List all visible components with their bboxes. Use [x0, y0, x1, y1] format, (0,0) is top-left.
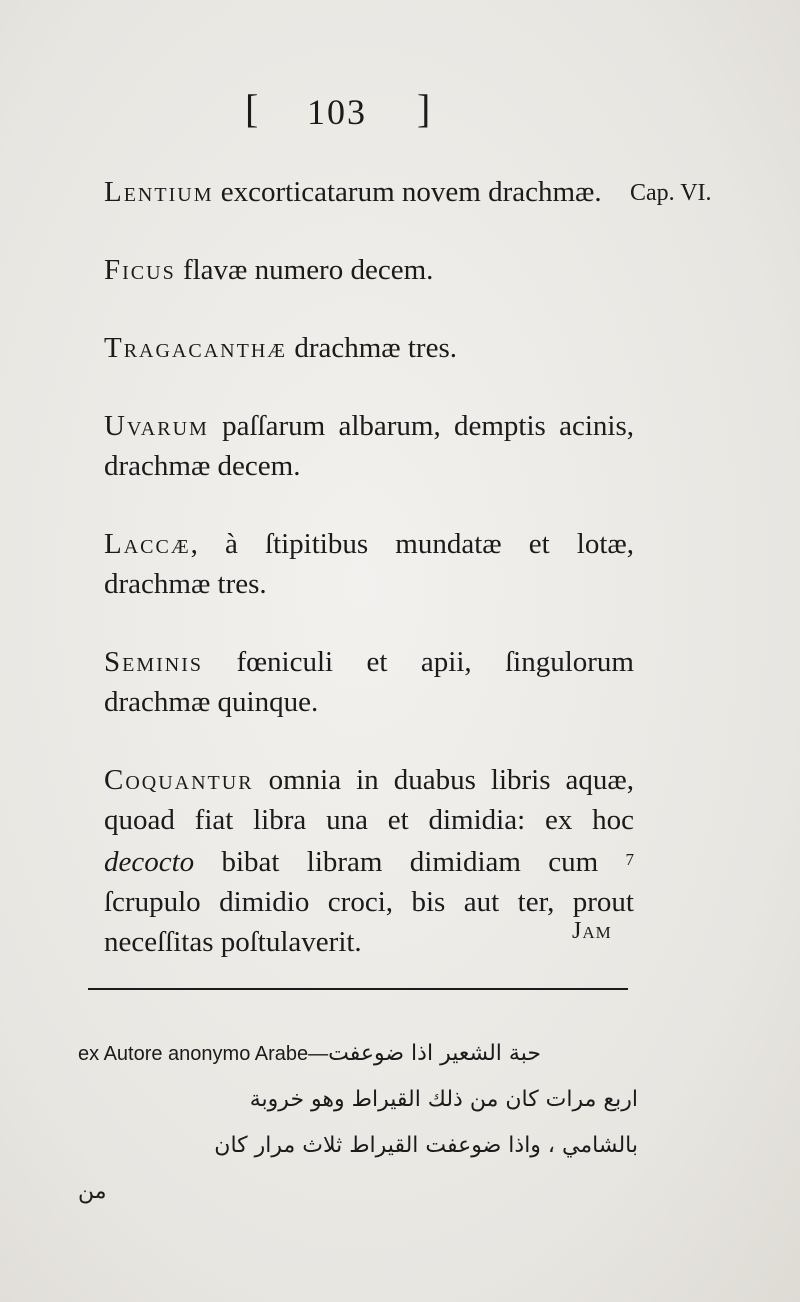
- footnote-line-3: بالشامي ، واذا ضوعفت القيراط ثلاث مرار كان: [214, 1133, 638, 1158]
- paragraph-lead: Lentium: [104, 176, 214, 208]
- paragraph-text: bibat libram dimidiam cum: [194, 846, 626, 878]
- paragraph-lead: Ficus: [104, 254, 176, 286]
- paragraph-text: excorticatarum novem drachmæ.: [213, 176, 602, 208]
- header-bracket-left: [: [245, 86, 259, 131]
- paragraph-laccae: [74, 524, 634, 604]
- paragraph-text: paſſarum albarum, demptis acinis, drachmæ decem.: [104, 410, 634, 482]
- paragraph-uvarum: [74, 406, 634, 486]
- paragraph-coquantur: [74, 760, 634, 962]
- footnote-arabic: حبة الشعير اذا ضوعفت: [328, 1041, 541, 1066]
- page-header: [245, 85, 445, 145]
- catchword: Jam: [572, 918, 612, 944]
- paragraph-text: ſcrupulo dimidio croci, bis aut ter, prout neceſſitas poſtulaverit.: [104, 886, 634, 958]
- main-text: [74, 172, 634, 1000]
- paragraph-lead: Tragacanthæ: [104, 332, 288, 364]
- footnote: [78, 1030, 638, 1215]
- footnote-line-2: اربع مرات كان من ذلك القيراط وهو خروبة: [249, 1087, 638, 1112]
- paragraph-text: fœniculi et apii, ſingulorum drachmæ quinque.: [104, 646, 634, 718]
- footnote-line-4: من: [78, 1179, 107, 1204]
- paragraph-lead: Seminis: [104, 646, 204, 678]
- paragraph-seminis: [74, 642, 634, 722]
- paragraph-lead: Laccæ: [104, 528, 191, 560]
- footnote-rule: [88, 988, 628, 990]
- paragraph-text: omnia in duabus libris aquæ, quoad fiat libra una et dimidia: ex hoc: [104, 764, 634, 836]
- paragraph-text: drachmæ tres.: [287, 332, 457, 364]
- paragraph-lead: Uvarum: [104, 410, 209, 442]
- paragraph-text: , à ſtipitibus mundatæ et lotæ, drachmæ tres.: [104, 528, 634, 600]
- header-bracket-right: ]: [417, 86, 431, 131]
- paragraph-ficus: [74, 250, 634, 290]
- footnote-reference: 7: [625, 850, 634, 869]
- page-number: 103: [307, 92, 367, 132]
- footnote-latin: ex Autore anonymo Arabe—: [78, 1043, 329, 1065]
- chapter-marginal-note: Cap. VI.: [630, 180, 712, 206]
- italic-word: decocto: [104, 846, 195, 878]
- paragraph-text: flavæ numero decem.: [175, 254, 434, 286]
- paragraph-lead: Coquantur: [104, 764, 254, 796]
- paragraph-lentium: [74, 172, 634, 212]
- footnote-line-1: [78, 1030, 638, 1077]
- paragraph-tragacanthae: [74, 328, 634, 368]
